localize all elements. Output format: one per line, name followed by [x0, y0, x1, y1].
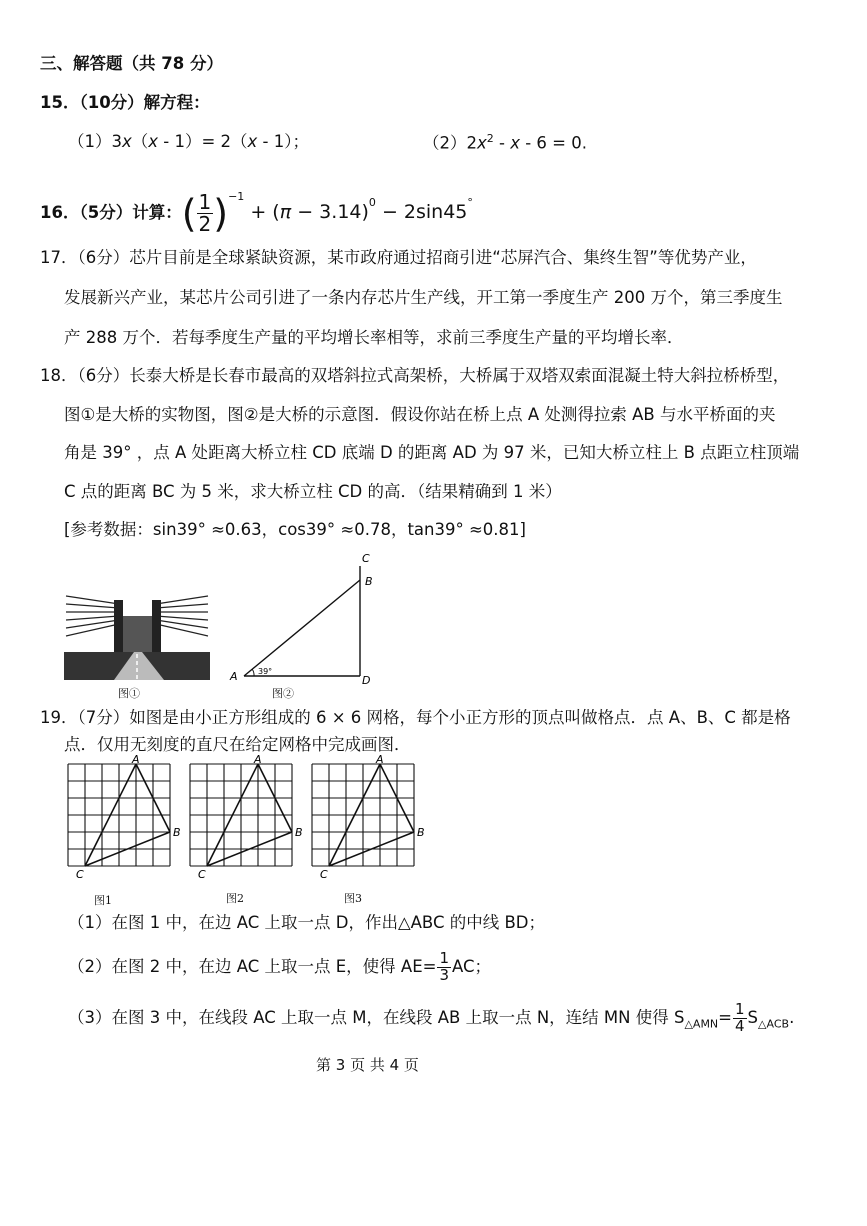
fraction-one-third — [437, 951, 451, 984]
angle-label: 39° — [258, 667, 273, 676]
point-label-B: B — [417, 826, 425, 839]
q19-line1: 19．（7分）如图是由小正方形组成的 6 × 6 网格，每个小正方形的顶点叫做格点．点 A、B、C 都是格 — [40, 708, 791, 727]
q19-sub2-text: AC； — [452, 957, 492, 976]
exponent: 2 — [486, 132, 494, 145]
point-label-B: B — [173, 826, 181, 839]
q16-text: − 3.14) — [291, 201, 369, 223]
point-label-A: A — [376, 754, 384, 766]
q19-sub2-text: （2）在图 2 中，在边 AC 上取一点 E，使得 AE= — [68, 957, 437, 976]
left-paren: ( — [181, 191, 197, 236]
var-x: x — [122, 132, 132, 151]
point-label-C: C — [362, 552, 370, 565]
subscript: △AMN — [684, 1017, 719, 1031]
q16-text: + ( — [244, 201, 280, 223]
equals: = — [718, 1008, 732, 1027]
q15-text: - 1）= 2（ — [158, 132, 248, 151]
grid-2-svg — [178, 754, 303, 884]
q15-text: - 6 = 0. — [519, 133, 587, 153]
point-label-D: D — [362, 674, 371, 686]
fraction-denominator: 2 — [198, 212, 212, 236]
point-label-A: A — [132, 754, 140, 766]
q17-line2: 发展新兴产业，某芯片公司引进了一条内存芯片生产线，开工第一季度生产 200 万个，第三季度生 — [64, 288, 783, 307]
q15-part1 — [68, 132, 309, 152]
fraction-numerator: 1 — [439, 949, 449, 968]
q15-text: - — [493, 133, 511, 153]
point-label-A: A — [254, 754, 262, 766]
fraction-one-half — [197, 192, 214, 235]
var-x: x — [247, 132, 258, 151]
q15-text: （ — [131, 132, 149, 151]
fraction-numerator: 1 — [735, 1000, 745, 1019]
fraction-numerator: 1 — [198, 190, 212, 214]
q16-heading: 16．（5分）计算： — [40, 203, 182, 222]
point-label-C: C — [198, 868, 206, 881]
fraction-denominator: 4 — [735, 1017, 745, 1035]
pi-symbol: π — [279, 201, 292, 223]
q15-text: - 1）； — [257, 132, 310, 151]
var-x: x — [510, 133, 520, 153]
grid-caption-2: 图2 — [226, 892, 244, 905]
q19-sub2 — [68, 950, 491, 984]
grid-caption-3: 图3 — [344, 892, 362, 905]
exponent: 0 — [368, 196, 376, 209]
grid-figure-3 — [300, 754, 425, 888]
q16-text: − 2sin45 — [375, 201, 468, 223]
bridge-photo-illustration — [64, 594, 210, 680]
q15-part2 — [423, 132, 587, 153]
q18-line4: C 点的距离 BC 为 5 米，求大桥立柱 CD 的高．（结果精确到 1 米） — [64, 482, 562, 501]
q17-line3: 产 288 万个．若每季度生产量的平均增长率相等，求前三季度生产量的平均增长率． — [64, 328, 684, 347]
var-x: x — [477, 133, 487, 153]
fraction-denominator: 3 — [439, 966, 449, 984]
page-footer: 第 3 页 共 4 页 — [316, 1056, 419, 1074]
fig2-caption: 图② — [272, 687, 294, 700]
q18-line3: 角是 39° ，点 A 处距离大桥立柱 CD 底端 D 的距离 AD 为 97 米，已知大桥立柱上 B 点距立柱顶端 — [64, 443, 800, 462]
bridge-schematic-svg — [222, 550, 382, 686]
var-x: x — [148, 132, 159, 151]
fraction-one-quarter — [733, 1002, 747, 1035]
q18-reference-data: [参考数据：sin39° ≈0.63，cos39° ≈0.78，tan39° ≈0.81] — [64, 520, 526, 539]
point-label-B: B — [295, 826, 303, 839]
point-label-C: C — [76, 868, 84, 881]
bridge-schematic — [222, 550, 382, 686]
q15-part2-label: （2）2 — [423, 133, 477, 153]
q15-part1-label: （1）3 — [68, 132, 122, 151]
bridge-photo — [64, 594, 210, 680]
period: . — [789, 1008, 795, 1027]
grid-figure-2 — [178, 754, 303, 888]
grid-3-svg — [300, 754, 425, 884]
grid-figure-1 — [56, 754, 181, 888]
q19-sub3 — [68, 1000, 794, 1042]
grid-caption-1: 图1 — [94, 894, 112, 907]
q19-sub3-text: （3）在图 3 中，在线段 AC 上取一点 M，在线段 AB 上取一点 N，连结 MN 使得 S — [68, 1008, 685, 1027]
degree-symbol: ° — [467, 196, 473, 209]
q18-line2: 图①是大桥的实物图，图②是大桥的示意图．假设你站在桥上点 A 处测得拉索 AB 与水平桥面的夹 — [64, 405, 776, 424]
point-label-C: C — [320, 868, 328, 881]
q18-line1: 18．（6分）长泰大桥是长春市最高的双塔斜拉式高架桥，大桥属于双塔双索面混凝土特大斜拉桥桥型， — [40, 366, 790, 385]
q19-line2: 点．仅用无刻度的直尺在给定网格中完成画图． — [64, 735, 411, 754]
grid-1-svg — [56, 754, 181, 884]
subscript: △ACB — [758, 1017, 790, 1031]
point-label-A: A — [230, 670, 238, 683]
angle-arc — [252, 669, 254, 676]
q17-line1: 17．（6分）芯片目前是全球紧缺资源，某市政府通过招商引进“芯屏汽合、集终生智”等优势产业， — [40, 248, 757, 267]
exponent: −1 — [228, 190, 245, 203]
q16 — [40, 172, 473, 238]
q15-heading: 15．（10分）解方程： — [40, 93, 210, 112]
right-paren: ) — [213, 191, 229, 236]
segment-AB — [244, 580, 360, 676]
area-symbol: S — [747, 1008, 759, 1027]
fig1-caption: 图① — [118, 687, 140, 700]
q19-sub1: （1）在图 1 中，在边 AC 上取一点 D，作出△ABC 的中线 BD； — [68, 913, 545, 932]
point-label-B: B — [365, 575, 373, 588]
section-title: 三、解答题（共 78 分） — [40, 54, 223, 73]
